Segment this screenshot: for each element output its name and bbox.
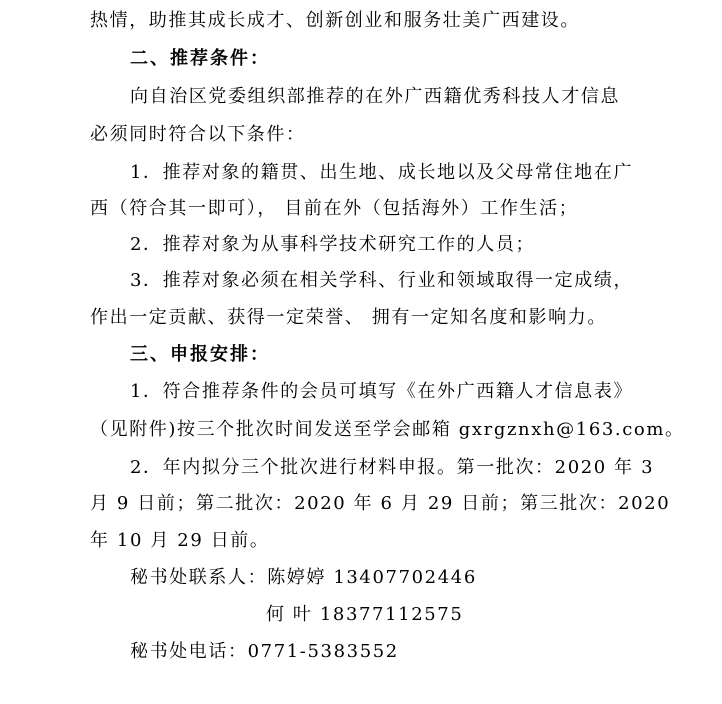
arrangement-item-2: 2．年内拟分三个批次进行材料申报。第一批次：2020 年 3	[130, 457, 655, 478]
condition-item-3-cont: 作出一定贡献、获得一定荣誉、 拥有一定知名度和影响力。	[90, 307, 607, 328]
arrangement-item-2-cont2: 年 10 月 29 日前。	[90, 530, 270, 551]
section-heading-recommendation-conditions: 二、推荐条件：	[130, 48, 270, 69]
section-heading-application-arrangement: 三、申报安排：	[130, 344, 270, 365]
arrangement-item-1: 1．符合推荐条件的会员可填写《在外广西籍人才信息表》	[130, 381, 634, 402]
paragraph-line: 热情，助推其成长成才、创新创业和服务壮美广西建设。	[90, 10, 580, 31]
paragraph-line: 向自治区党委组织部推荐的在外广西籍优秀科技人才信息	[130, 86, 620, 107]
condition-item-2: 2．推荐对象为从事科学技术研究工作的人员；	[130, 234, 536, 255]
contact-person-line: 秘书处联系人：陈婷婷 13407702446	[130, 567, 477, 588]
condition-item-3: 3．推荐对象必须在相关学科、行业和领域取得一定成绩，	[130, 270, 634, 291]
arrangement-item-1-cont: （见附件)按三个批次时间发送至学会邮箱 gxrgznxh@163.com。	[90, 419, 685, 440]
condition-item-1-cont: 西（符合其一即可）， 目前在外（包括海外）工作生活；	[90, 198, 579, 219]
arrangement-item-2-cont: 月 9 日前；第二批次：2020 年 6 月 29 日前；第三批次：2020	[90, 493, 671, 514]
contact-person-line-2: 何 叶 18377112575	[266, 604, 464, 625]
paragraph-line: 必须同时符合以下条件：	[90, 124, 306, 145]
condition-item-1: 1．推荐对象的籍贯、出生地、成长地以及父母常住地在广	[130, 162, 634, 183]
contact-phone-line: 秘书处电话：0771-5383552	[130, 641, 399, 662]
